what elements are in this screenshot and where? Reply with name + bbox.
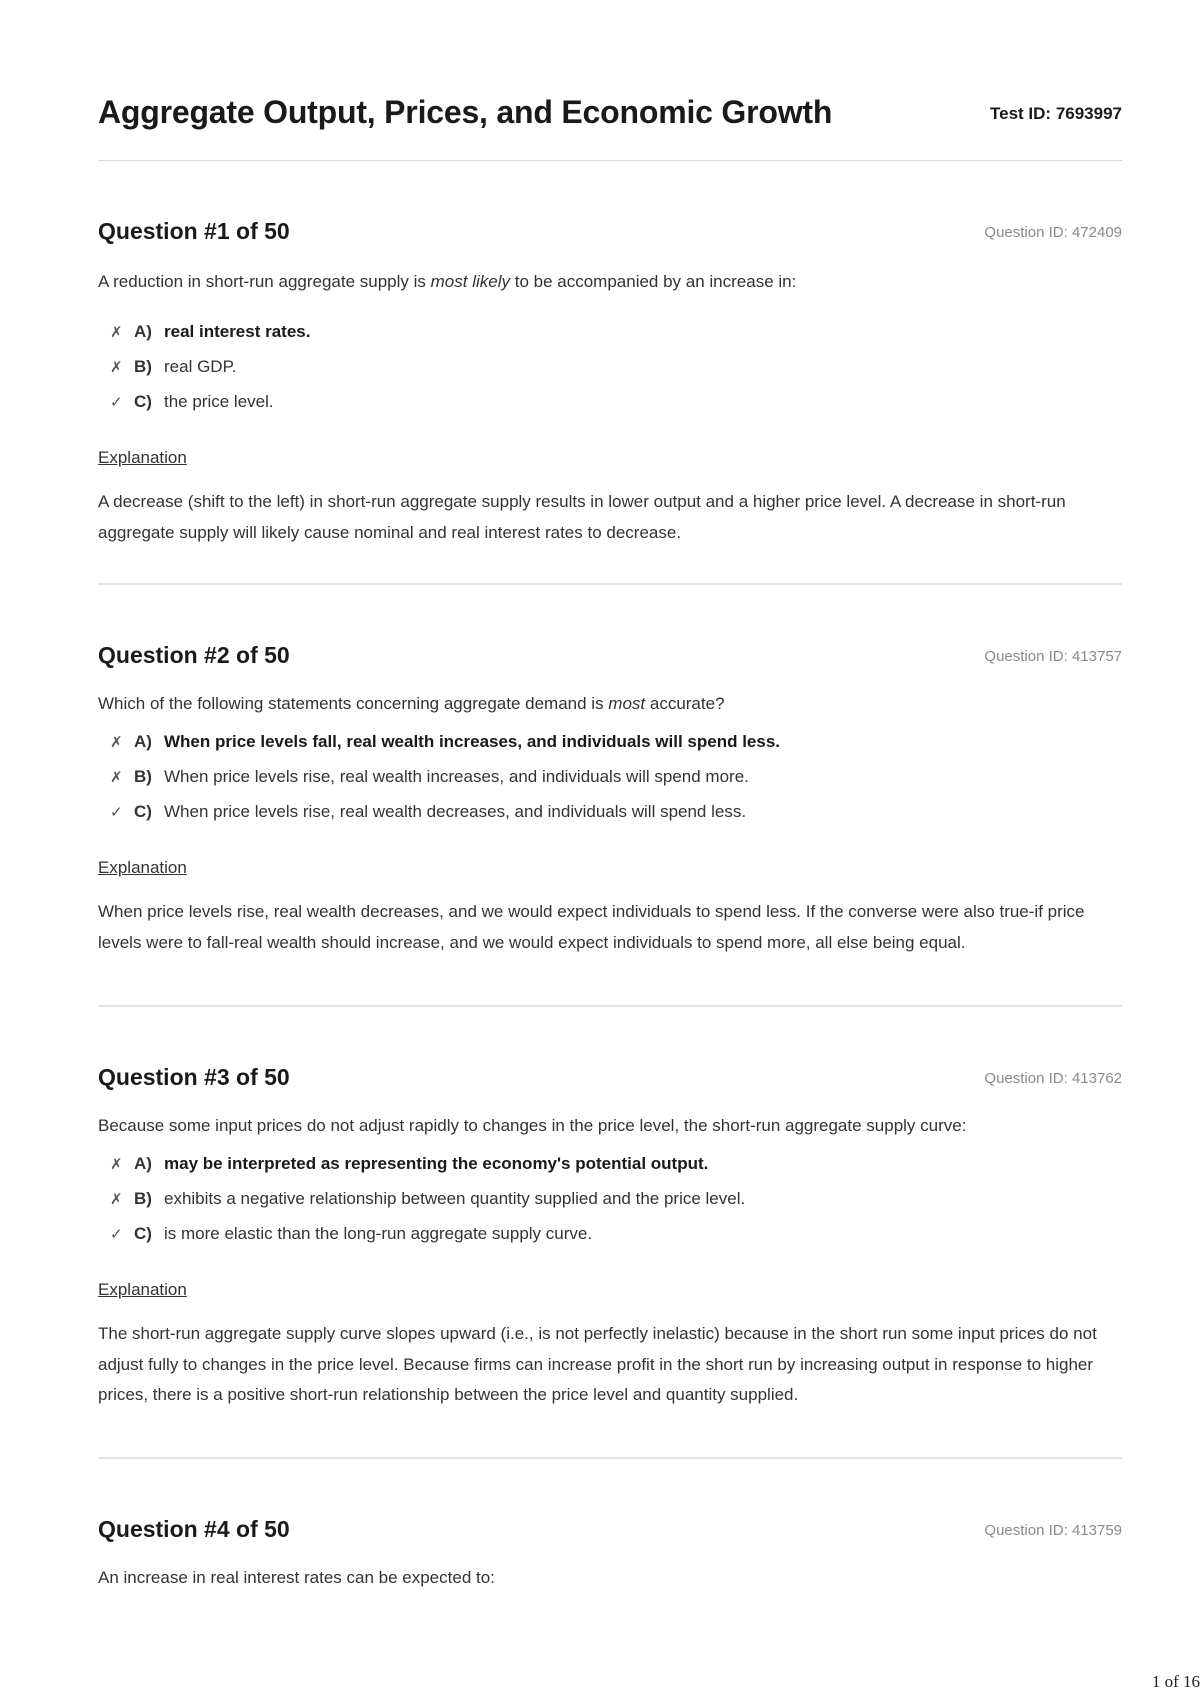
page-number: 1 of 16 [1151, 1672, 1200, 1691]
explanation-text: The short-run aggregate supply curve slopes upward (i.e., is not perfectly inelastic) because in the short run some input prices do not adjust fully to changes in the price level. Because firms can increase profit in the short run by increasing output in response to higher prices, there is a positive short-run relationship between the price level and quantity supplied. [98, 1324, 1097, 1404]
question-3 [98, 1007, 1122, 1459]
option-text: When price levels fall, real wealth increases, and individuals will spend less. [164, 732, 781, 751]
answer-options [98, 730, 1122, 835]
incorrect-mark-icon: ✗ [110, 1156, 123, 1173]
explanation-label: Explanation [98, 858, 187, 877]
question-text: An increase in real interest rates can be expected to: [98, 1568, 495, 1587]
answer-option-b[interactable] [110, 355, 1122, 390]
explanation-label: Explanation [98, 448, 187, 467]
incorrect-mark-icon: ✗ [110, 769, 123, 786]
correct-mark-icon: ✓ [110, 1226, 123, 1243]
question-id: Question ID: 413759 [984, 1522, 1122, 1539]
test-id: Test ID: 7693997 [990, 104, 1122, 123]
question-text: A reduction in short-run aggregate supply is most likely to be accompanied by an increase in: [98, 272, 797, 291]
explanation-label: Explanation [98, 1280, 187, 1299]
answer-option-b[interactable] [110, 765, 1122, 800]
option-letter: B) [134, 357, 152, 376]
option-text: real interest rates. [164, 322, 311, 341]
option-text: real GDP. [164, 357, 237, 376]
option-letter: C) [134, 392, 152, 411]
question-header [98, 1064, 1122, 1094]
option-letter: C) [134, 802, 152, 821]
document-title: Aggregate Output, Prices, and Economic Growth [98, 94, 833, 130]
question-id: Question ID: 413762 [984, 1070, 1122, 1087]
option-text: When price levels rise, real wealth increases, and individuals will spend more. [164, 767, 749, 786]
option-text: the price level. [164, 392, 274, 411]
answer-options [98, 1152, 1122, 1257]
correct-mark-icon: ✓ [110, 804, 123, 821]
question-4 [98, 1459, 1122, 1590]
document-page [98, 0, 1122, 1590]
option-letter: A) [134, 732, 152, 751]
question-title: Question #2 of 50 [98, 642, 290, 668]
correct-mark-icon: ✓ [110, 394, 123, 411]
answer-options [98, 320, 1122, 425]
option-letter: A) [134, 322, 152, 341]
incorrect-mark-icon: ✗ [110, 359, 123, 376]
option-letter: A) [134, 1154, 152, 1173]
option-text: When price levels rise, real wealth decreases, and individuals will spend less. [164, 802, 747, 821]
question-id: Question ID: 472409 [984, 224, 1122, 241]
question-title: Question #1 of 50 [98, 218, 290, 244]
answer-option-a[interactable] [110, 730, 1122, 765]
option-letter: B) [134, 767, 152, 786]
question-header [98, 218, 1122, 248]
option-letter: B) [134, 1189, 152, 1208]
question-2 [98, 585, 1122, 1007]
answer-option-b[interactable] [110, 1187, 1122, 1222]
option-letter: C) [134, 1224, 152, 1243]
document-header [98, 0, 1122, 161]
question-header [98, 1516, 1122, 1546]
answer-option-a[interactable] [110, 320, 1122, 355]
answer-option-c[interactable] [110, 800, 1122, 835]
question-text: Which of the following statements concerning aggregate demand is most accurate? [98, 694, 725, 713]
answer-option-c[interactable] [110, 1222, 1122, 1257]
question-text: Because some input prices do not adjust rapidly to changes in the price level, the short-run aggregate supply curve: [98, 1116, 967, 1135]
option-text: may be interpreted as representing the economy's potential output. [164, 1154, 709, 1173]
incorrect-mark-icon: ✗ [110, 1191, 123, 1208]
question-header [98, 642, 1122, 672]
incorrect-mark-icon: ✗ [110, 734, 123, 751]
answer-option-a[interactable] [110, 1152, 1122, 1187]
option-text: is more elastic than the long-run aggregate supply curve. [164, 1224, 593, 1243]
question-title: Question #4 of 50 [98, 1516, 290, 1542]
option-text: exhibits a negative relationship between quantity supplied and the price level. [164, 1189, 746, 1208]
question-title: Question #3 of 50 [98, 1064, 290, 1090]
answer-option-c[interactable] [110, 390, 1122, 425]
incorrect-mark-icon: ✗ [110, 324, 123, 341]
question-id: Question ID: 413757 [984, 648, 1122, 665]
explanation-text: When price levels rise, real wealth decreases, and we would expect individuals to spend less. If the converse were also true-if price levels were to fall-real wealth should increase, and we would expect individuals to spend more, all else being equal. [98, 902, 1085, 952]
question-1 [98, 161, 1122, 585]
explanation-text: A decrease (shift to the left) in short-run aggregate supply results in lower output and a higher price level. A decrease in short-run aggregate supply will likely cause nominal and real interest rates to decrease. [98, 492, 1066, 542]
